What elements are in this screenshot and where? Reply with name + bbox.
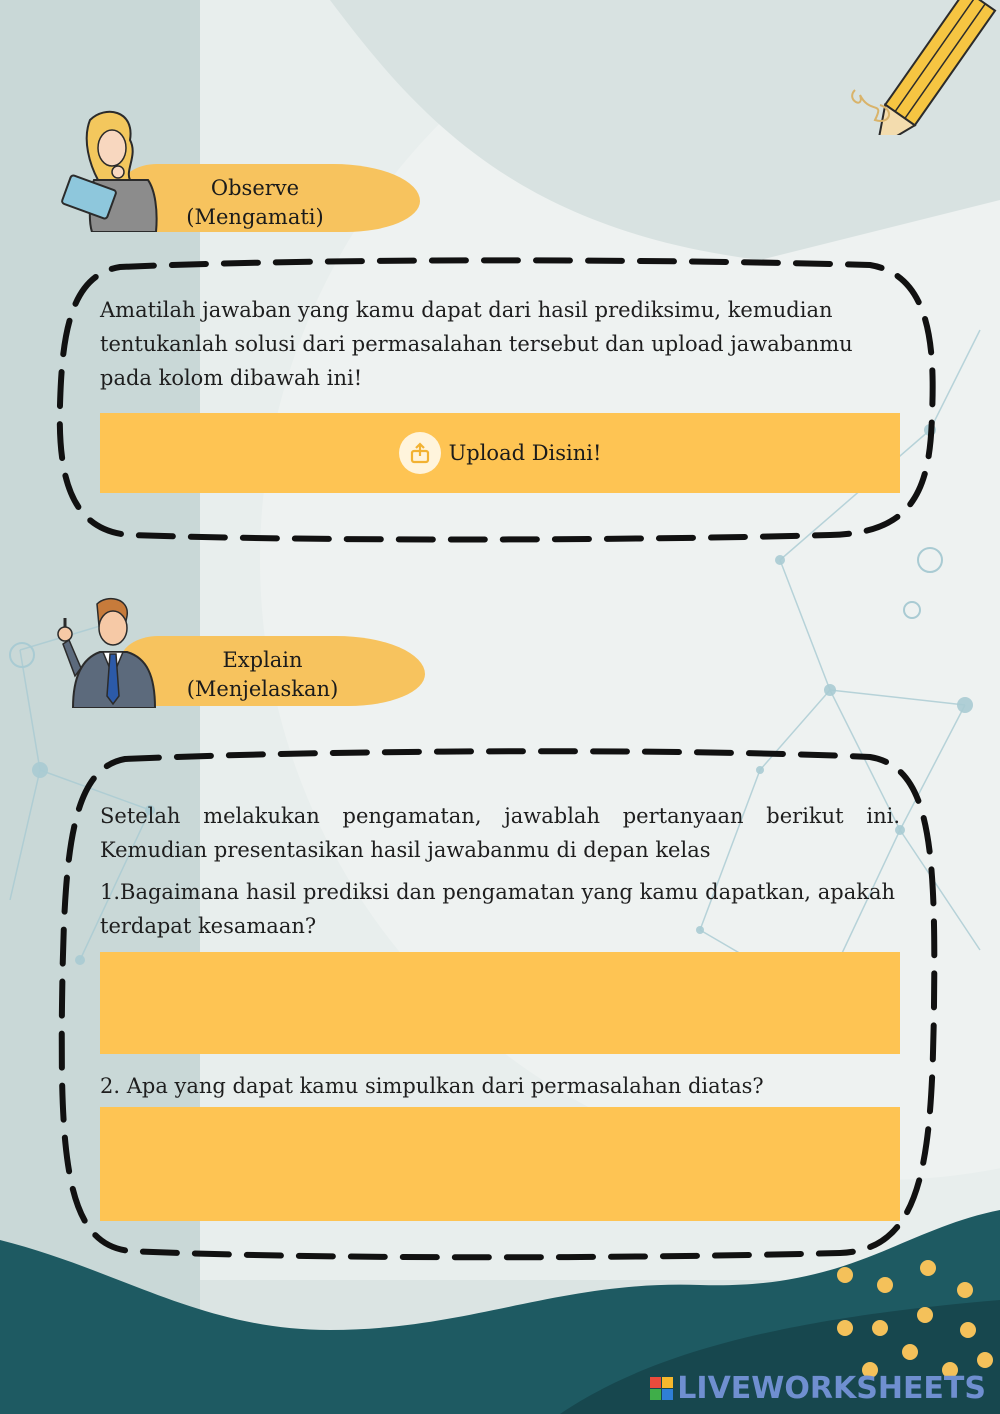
question-2: 2. Apa yang dapat kamu simpulkan dari permasalahan diatas? — [100, 1074, 764, 1098]
explain-title-block — [175, 646, 350, 704]
brand-name: LIVEWORKSHEETS — [677, 1371, 986, 1406]
upload-button[interactable] — [100, 413, 900, 493]
explain-intro: Setelah melakukan pengamatan, jawablah pertanyaan berikut ini. Kemudian presentasikan hasil jawabanmu di depan kelas — [100, 804, 900, 862]
observe-title: Observe — [210, 176, 300, 200]
explain-title: Explain — [222, 648, 303, 672]
question-1: 1.Bagaimana hasil prediksi dan pengamatan yang kamu dapatkan, apakah terdapat kesamaan? — [100, 880, 895, 938]
explain-subtitle: (Menjelaskan) — [186, 677, 339, 701]
observe-title-block — [170, 174, 340, 232]
observe-instruction: Amatilah jawaban yang kamu dapat dari hasil prediksimu, kemudian tentukanlah solusi dari permasalahan tersebut dan upload jawabanmu pada kolom dibawah ini! — [100, 298, 853, 390]
liveworksheets-logo — [650, 1371, 986, 1406]
upload-icon — [399, 432, 441, 474]
observe-subtitle: (Mengamati) — [186, 205, 324, 229]
man-pointing-illustration — [55, 596, 160, 708]
woman-thinking-illustration — [60, 110, 170, 232]
liveworksheets-logo-mark — [650, 1377, 673, 1400]
answer-1-field[interactable] — [100, 952, 900, 1054]
upload-label: Upload Disini! — [448, 441, 602, 465]
pencil-icon — [840, 0, 1000, 135]
answer-2-field[interactable] — [100, 1107, 900, 1221]
